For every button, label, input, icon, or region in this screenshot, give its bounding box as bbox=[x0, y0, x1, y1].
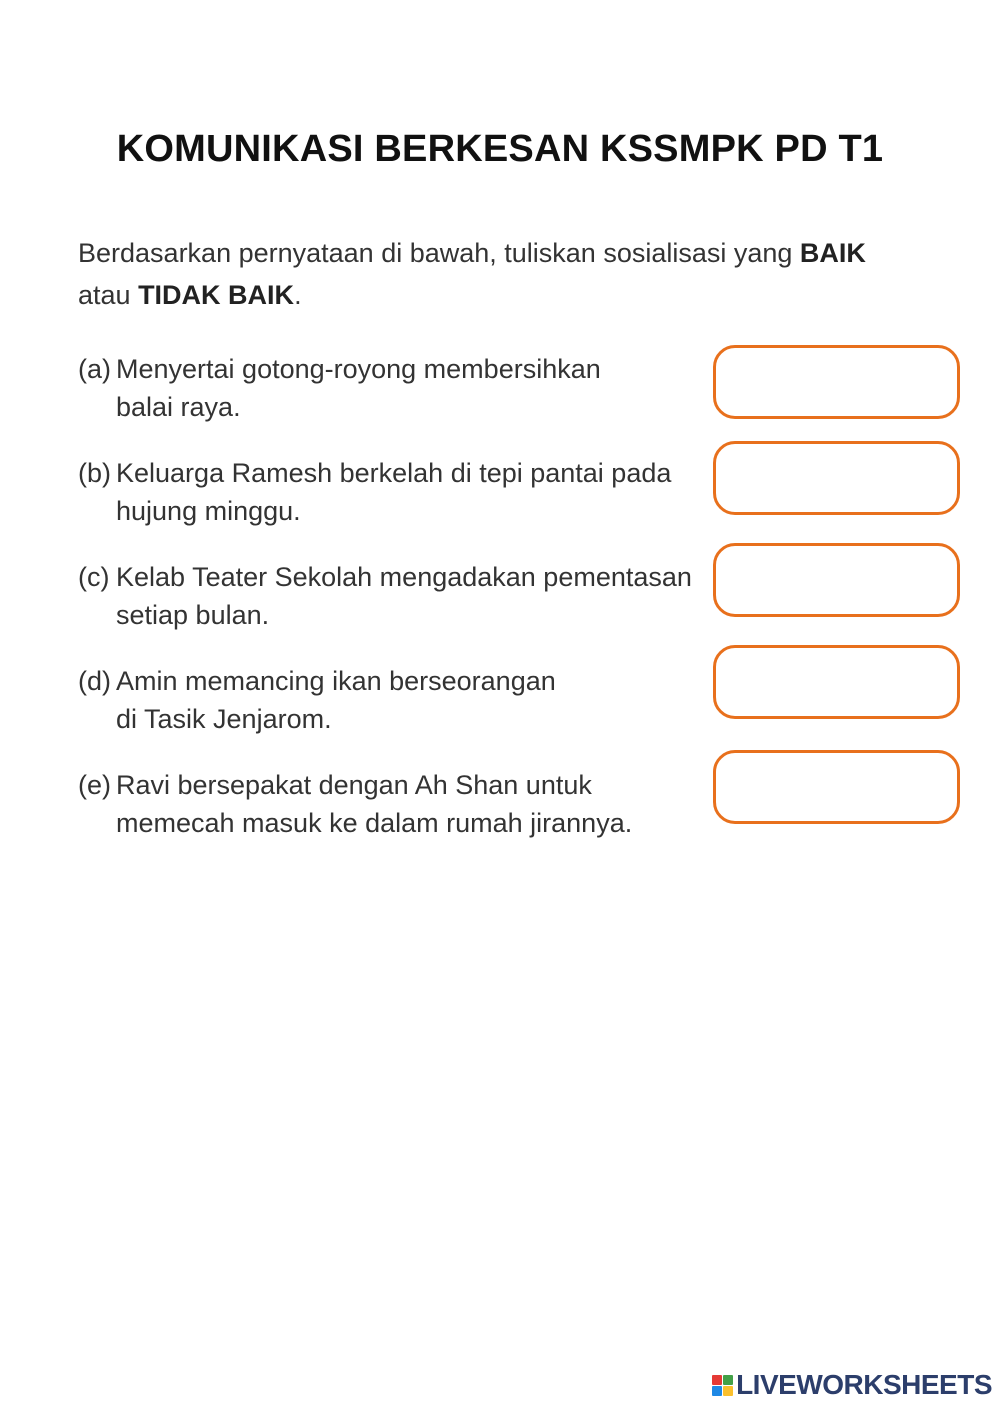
question-text-line2: memecah masuk ke dalam rumah jirannya. bbox=[116, 808, 633, 838]
answer-input-c[interactable] bbox=[713, 543, 960, 617]
question-c bbox=[78, 558, 698, 634]
instruction-part3: . bbox=[294, 280, 302, 310]
question-label: (a) bbox=[78, 354, 111, 384]
answer-input-a[interactable] bbox=[713, 345, 960, 419]
instruction-part2: atau bbox=[78, 280, 139, 310]
question-text-line2: setiap bulan. bbox=[116, 600, 270, 630]
question-text-line2: di Tasik Jenjarom. bbox=[116, 704, 332, 734]
liveworksheets-logo-icon bbox=[712, 1375, 733, 1396]
question-label: (b) bbox=[78, 458, 111, 488]
liveworksheets-brand[interactable] bbox=[712, 1369, 992, 1401]
logo-square-blue bbox=[712, 1386, 722, 1396]
question-b bbox=[78, 454, 698, 530]
logo-square-green bbox=[723, 1375, 733, 1385]
instruction-part1: Berdasarkan pernyataan di bawah, tuliskan sosialisasi yang bbox=[78, 238, 800, 268]
page-title: KOMUNIKASI BERKESAN KSSMPK PD T1 bbox=[116, 128, 884, 170]
question-label: (e) bbox=[78, 770, 111, 800]
question-a bbox=[78, 350, 698, 426]
instruction-bold-tidak-baik: TIDAK BAIK bbox=[138, 280, 295, 310]
question-text-line2: balai raya. bbox=[116, 392, 241, 422]
answer-input-e[interactable] bbox=[713, 750, 960, 824]
instruction-bold-baik: BAIK bbox=[799, 238, 866, 268]
question-text-line2: hujung minggu. bbox=[116, 496, 301, 526]
question-label: (c) bbox=[78, 562, 110, 592]
question-text-line1: Keluarga Ramesh berkelah di tepi pantai pada bbox=[116, 458, 672, 488]
question-text-line1: Menyertai gotong-royong membersihkan bbox=[116, 354, 601, 384]
answer-input-b[interactable] bbox=[713, 441, 960, 515]
question-text-line1: Amin memancing ikan berseorangan bbox=[116, 666, 556, 696]
question-label: (d) bbox=[78, 666, 111, 696]
question-d bbox=[78, 662, 698, 738]
instruction-text bbox=[78, 232, 898, 316]
answer-input-d[interactable] bbox=[713, 645, 960, 719]
question-e bbox=[78, 766, 698, 842]
logo-square-yellow bbox=[723, 1386, 733, 1396]
logo-square-red bbox=[712, 1375, 722, 1385]
question-text-line1: Ravi bersepakat dengan Ah Shan untuk bbox=[116, 770, 592, 800]
question-text-line1: Kelab Teater Sekolah mengadakan pementasan bbox=[116, 562, 692, 592]
brand-name: LIVEWORKSHEETS bbox=[736, 1369, 992, 1400]
